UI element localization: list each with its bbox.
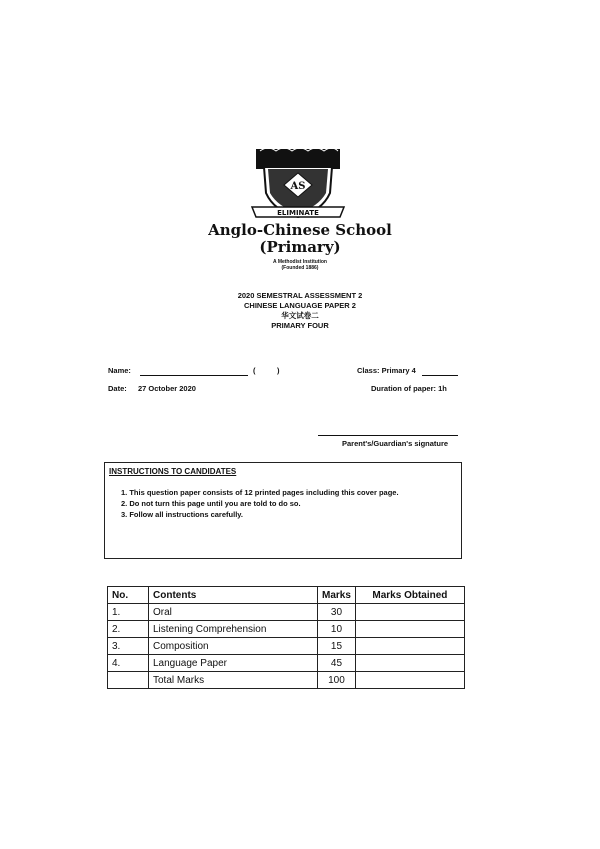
- total-obtained[interactable]: [355, 672, 464, 689]
- table-total-row: [108, 672, 465, 689]
- signature-line[interactable]: [318, 435, 458, 436]
- instruction-item: 1. This question paper consists of 12 printed pages including this cover page.: [121, 488, 399, 497]
- table-header-row: [108, 587, 465, 604]
- header-marks: Marks: [318, 587, 356, 604]
- crest-letters: AS: [290, 181, 306, 192]
- index-paren-close: ): [277, 366, 280, 375]
- row-marks: 10: [318, 621, 356, 638]
- row-marks: 45: [318, 655, 356, 672]
- instructions-title: INSTRUCTIONS TO CANDIDATES: [109, 467, 237, 476]
- row-obtained[interactable]: [355, 655, 464, 672]
- row-no: 1.: [108, 604, 149, 621]
- row-marks: 15: [318, 638, 356, 655]
- instructions-list: [121, 487, 399, 520]
- instruction-item: 3. Follow all instructions carefully.: [121, 510, 243, 519]
- duration-label: Duration of paper: 1h: [371, 384, 447, 393]
- class-label: Class: Primary 4: [357, 366, 416, 375]
- row-no: 4.: [108, 655, 149, 672]
- table-row: [108, 621, 465, 638]
- total-no-cell: [108, 672, 149, 689]
- crest-banner: ELIMINATE: [277, 209, 319, 217]
- row-content: Listening Comprehension: [149, 621, 318, 638]
- table-row: [108, 655, 465, 672]
- total-label: Total Marks: [149, 672, 318, 689]
- row-content: Language Paper: [149, 655, 318, 672]
- signature-label: Parent's/Guardian's signature: [342, 439, 449, 448]
- founded-text: (Founded 1886): [281, 265, 319, 271]
- exam-title-chinese: 华文试卷二: [281, 311, 319, 320]
- table-row: [108, 638, 465, 655]
- school-crest: [250, 145, 346, 223]
- marks-table: [107, 586, 465, 689]
- name-field[interactable]: [140, 375, 248, 376]
- total-marks: 100: [318, 672, 356, 689]
- row-no: 2.: [108, 621, 149, 638]
- school-name: [0, 222, 600, 256]
- exam-title-line1: 2020 SEMESTRAL ASSESSMENT 2: [237, 291, 363, 300]
- exam-level: PRIMARY FOUR: [271, 321, 329, 330]
- institution-text: A Methodist Institution: [273, 259, 327, 265]
- date-label: Date:: [108, 384, 127, 393]
- header-contents: Contents: [149, 587, 318, 604]
- row-content: Composition: [149, 638, 318, 655]
- instruction-item: 2. Do not turn this page until you are told to do so.: [121, 499, 301, 508]
- row-obtained[interactable]: [355, 638, 464, 655]
- row-content: Oral: [149, 604, 318, 621]
- header-marks-obtained: Marks Obtained: [355, 587, 464, 604]
- school-name-line2: (Primary): [259, 238, 341, 256]
- date-value: 27 October 2020: [138, 384, 196, 393]
- index-paren-open: (: [253, 366, 256, 375]
- exam-title-line2: CHINESE LANGUAGE PAPER 2: [244, 301, 356, 310]
- row-marks: 30: [318, 604, 356, 621]
- row-no: 3.: [108, 638, 149, 655]
- school-name-line1: Anglo-Chinese School: [208, 221, 392, 239]
- class-field[interactable]: [422, 375, 458, 376]
- instructions-box: [104, 462, 462, 559]
- row-obtained[interactable]: [355, 604, 464, 621]
- name-label: Name:: [108, 366, 131, 375]
- header-no: No.: [108, 587, 149, 604]
- table-row: [108, 604, 465, 621]
- row-obtained[interactable]: [355, 621, 464, 638]
